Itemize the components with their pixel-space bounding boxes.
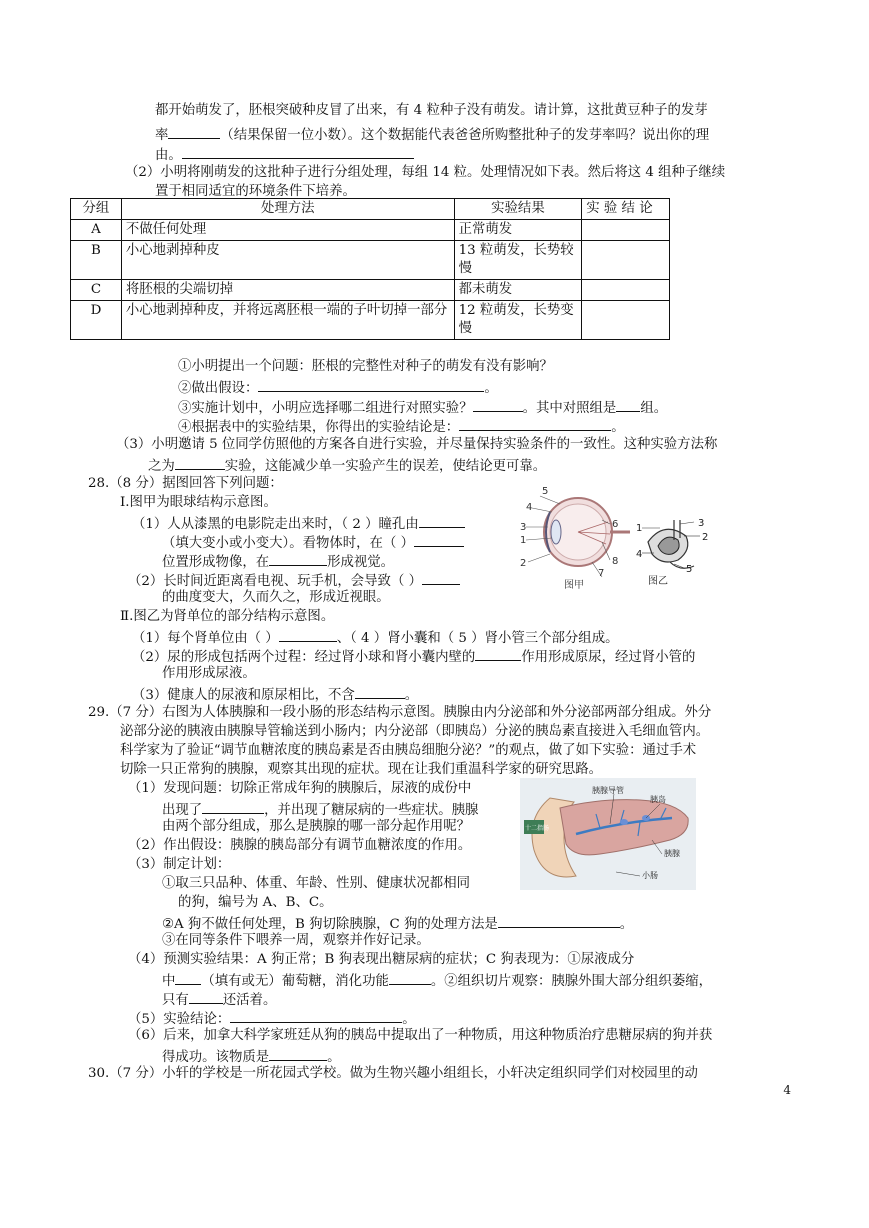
- table-header: 处理方法: [121, 199, 454, 220]
- text-line: 科学家为了验证“调节血糖浓度的胰岛素是否由胰岛细胞分泌？”的观点，做了如下实验：通过手术: [120, 743, 697, 758]
- question-heading: 29.（7 分）右图为人体胰腺和一段小肠的形态结构示意图。胰腺由内分泌部和外分泌部两部分组成。外分: [88, 705, 712, 720]
- text-line: （2）长时间近距离看电视、玩手机，会导致（ ）: [128, 570, 460, 591]
- eye-diagram: [512, 482, 642, 592]
- text-line: 都开始萌发了，胚根突破种皮冒了出来，有 4 粒种子没有萌发。请计算，这批黄豆种子的发芽: [155, 103, 708, 118]
- figure-label: 胰腺: [664, 849, 680, 858]
- figure-caption: 图甲: [564, 580, 584, 591]
- text-line: 由两个部分组成，那么是胰腺的哪一部分起作用呢？: [162, 819, 470, 834]
- text-line: （2）小明将刚萌发的这批种子进行分组处理，每组 14 粒。处理情况如下表。然后将这 4 组种子继续: [125, 165, 726, 180]
- text-line: ②做出假设： 。: [178, 377, 498, 398]
- page-number: 4: [783, 1083, 791, 1097]
- answer-blank[interactable]: [279, 627, 337, 642]
- experiment-table: [70, 198, 670, 340]
- text-line: 泌部分泌的胰液由胰腺导管输送到小肠内；内分泌部（即胰岛）分泌的胰岛素直接进入毛细血管内。: [120, 724, 710, 739]
- table-row: A 不做任何处理 正常萌发: [71, 220, 670, 241]
- text-line: （3）制定计划：: [128, 857, 231, 872]
- text-line: 的狗，编号为 A、B、C。: [178, 895, 333, 910]
- eye-label: 6: [612, 519, 619, 530]
- answer-blank[interactable]: [258, 377, 484, 392]
- text-line: （2）作出假设：胰腺的胰岛部分有调节血糖浓度的作用。: [128, 838, 472, 853]
- answer-blank[interactable]: [475, 646, 521, 661]
- question-heading: 28.（8 分）据图回答下列问题：: [88, 476, 283, 491]
- kidney-label: 5: [686, 564, 693, 575]
- answer-cell[interactable]: [582, 280, 670, 301]
- answer-blank[interactable]: [459, 416, 611, 431]
- text-line: （填大变小或小变大）。看物体时，在（ ）: [162, 532, 464, 553]
- eye-label: 5: [542, 486, 549, 497]
- figure-caption: 图乙: [648, 576, 668, 587]
- figure-label: 十二指肠: [525, 825, 550, 832]
- text-line: 得成功。该物质是 。: [162, 1046, 341, 1067]
- text-line: （6）后来，加拿大科学家班廷从狗的胰岛中提取出了一种物质，用这种物质治疗患糖尿病的狗并获: [128, 1028, 713, 1043]
- text-line: （2）尿的形成包括两个过程：经过肾小球和肾小囊内壁的 作用形成原尿，经过肾小管的: [132, 646, 695, 667]
- figure-label: 胰腺导管: [592, 786, 624, 795]
- kidney-label: 3: [698, 518, 705, 529]
- text-line: ④根据表中的实验结果，你得出的实验结论是： 。: [178, 416, 625, 437]
- text-line: 只有 还活着。: [162, 989, 276, 1010]
- text-line: 中 （填有或无）葡萄糖，消化功能 。②组织切片观察：胰腺外围大部分组织萎缩，: [162, 970, 712, 991]
- answer-blank[interactable]: [422, 570, 460, 585]
- eye-label: 7: [598, 568, 605, 579]
- eye-label: 2: [520, 558, 527, 569]
- text-line: 率 （结果保留一位小数）。这个数据能代表爸爸所购整批种子的发芽率吗？说出你的理: [155, 124, 709, 145]
- answer-blank[interactable]: [616, 397, 640, 412]
- text-line: （1）人从漆黑的电影院走出来时，（ 2 ）瞳孔由: [132, 513, 465, 534]
- eye-label: 4: [526, 502, 533, 513]
- text-line: ③实施计划中，小明应选择哪二组进行对照实验？ 。其中对照组是 组。: [178, 397, 667, 418]
- kidney-label: 4: [636, 549, 643, 560]
- eye-label: 1: [520, 535, 527, 546]
- answer-cell[interactable]: [582, 301, 670, 340]
- table-header: 实验结果: [454, 199, 582, 220]
- text-line: Ⅱ.图乙为肾单位的部分结构示意图。: [120, 609, 335, 624]
- text-line: （3）小明邀请 5 位同学仿照他的方案各自进行实验，并尽量保持实验条件的一致性。这种实验方法称: [116, 437, 718, 452]
- nephron-diagram: [634, 506, 714, 588]
- answer-blank[interactable]: [168, 124, 220, 139]
- text-line: 作用形成尿液。: [162, 666, 256, 681]
- pancreas-diagram: [520, 778, 696, 890]
- table-header: 实 验 结 论: [582, 199, 670, 220]
- text-line: （1）每个肾单位由（ ） 、（ 4 ）肾小囊和（ 5 ）肾小管三个部分组成。: [132, 627, 618, 648]
- answer-blank[interactable]: [419, 513, 465, 528]
- text-line: 出现了 ，并出现了糖尿病的一些症状。胰腺: [162, 799, 478, 820]
- answer-blank[interactable]: [389, 970, 431, 985]
- kidney-label: 1: [636, 523, 643, 534]
- text-line: Ⅰ.图甲为眼球结构示意图。: [120, 495, 277, 510]
- eye-label: 8: [612, 556, 619, 567]
- kidney-label: 2: [702, 532, 709, 543]
- table-row: B 小心地剥掉种皮 13 粒萌发，长势较慢: [71, 241, 670, 280]
- text-line: ②A 狗不做任何处理，B 狗切除胰腺，C 狗的处理方法是 。: [162, 913, 633, 934]
- text-line: 由。: [155, 144, 414, 165]
- answer-blank[interactable]: [498, 913, 620, 928]
- answer-blank[interactable]: [175, 455, 225, 470]
- text-line: 置于相同适宜的环境条件下培养。: [155, 184, 356, 199]
- answer-blank[interactable]: [473, 397, 523, 412]
- answer-blank[interactable]: [414, 532, 464, 547]
- answer-blank[interactable]: [230, 1008, 402, 1023]
- answer-blank[interactable]: [202, 799, 264, 814]
- answer-blank[interactable]: [182, 144, 414, 159]
- text-line: ①取三只品种、体重、年龄、性别、健康状况都相同: [162, 876, 470, 891]
- eye-label: 3: [520, 522, 527, 533]
- answer-cell[interactable]: [582, 241, 670, 280]
- text-line: （4）预测实验结果：A 狗正常；B 狗表现出糖尿病的症状；C 狗表现为：①尿液成分: [128, 952, 635, 967]
- answer-cell[interactable]: [582, 220, 670, 241]
- text-line: ③在同等条件下喂养一周，观察并作好记录。: [162, 933, 430, 948]
- question-heading: 30.（7 分）小轩的学校是一所花园式学校。做为生物兴趣小组组长，小轩决定组织同学们对校园里的动: [88, 1066, 698, 1081]
- table-header: 分组: [71, 199, 122, 220]
- text-line: （5）实验结论： 。: [128, 1008, 416, 1029]
- figure-label: 小肠: [642, 871, 658, 880]
- figure-label: 胰岛: [650, 795, 666, 804]
- text-line: （1）发现问题：切除正常成年狗的胰腺后，尿液的成份中: [128, 781, 472, 796]
- answer-blank[interactable]: [269, 1046, 327, 1061]
- text-line: 的曲度变大，久而久之，形成近视眼。: [162, 590, 390, 605]
- answer-blank[interactable]: [269, 551, 327, 566]
- text-line: 切除一只正常狗的胰腺，观察其出现的症状。现在让我们重温科学家的研究思路。: [120, 762, 603, 777]
- answer-blank[interactable]: [189, 989, 223, 1004]
- text-line: 位置形成物像，在 形成视觉。: [162, 551, 394, 572]
- table-row: C 将胚根的尖端切掉 都未萌发: [71, 280, 670, 301]
- text-line: 之为 实验，这能减少单一实验产生的误差，使结论更可靠。: [148, 455, 546, 476]
- table-row: D 小心地剥掉种皮，并将远离胚根一端的子叶切掉一部分 12 粒萌发，长势变慢: [71, 301, 670, 340]
- answer-blank[interactable]: [355, 684, 405, 699]
- text-line: ①小明提出一个问题：胚根的完整性对种子的萌发有没有影响？: [178, 359, 553, 374]
- text-line: （3）健康人的尿液和原尿相比，不含 。: [132, 684, 418, 705]
- answer-blank[interactable]: [175, 970, 201, 985]
